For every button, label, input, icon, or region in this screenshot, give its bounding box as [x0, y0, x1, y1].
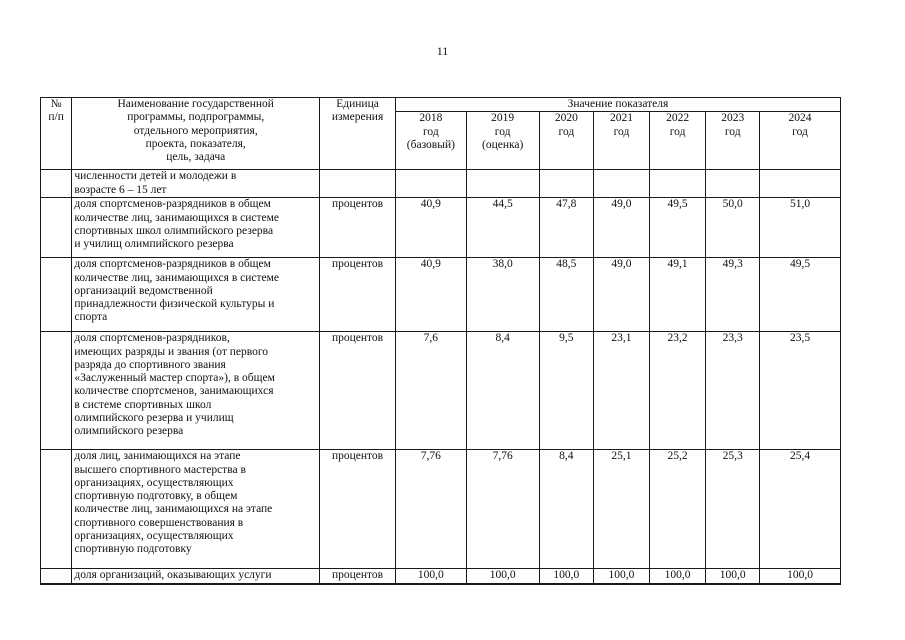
row-num [41, 170, 72, 198]
row-num [41, 258, 72, 332]
row-value: 100,0 [594, 569, 650, 584]
row-value: 23,2 [649, 332, 706, 450]
row-value: 100,0 [539, 569, 594, 584]
header-year-text: 2024 год [788, 112, 812, 138]
header-unit-text: Единица измерения [331, 98, 384, 124]
row-name: доля спортсменов-разрядников в общем количестве лиц, занимающихся в системе организаций ведомственной принадлежности физической культуры и спорта [72, 258, 320, 332]
row-value: 49,5 [760, 258, 841, 332]
row-value: 23,1 [594, 332, 650, 450]
header-name [72, 98, 320, 170]
row-value: 9,5 [539, 332, 594, 450]
row-unit: процентов [320, 332, 396, 450]
header-year-2023 [706, 112, 760, 170]
header-year-text: 2023 год [721, 112, 745, 138]
header-year-text: 2018 год (базовый) [406, 112, 455, 151]
row-value: 49,3 [706, 258, 760, 332]
row-value: 38,0 [466, 258, 539, 332]
row-value: 49,5 [649, 198, 706, 258]
header-num-text: № п/п [48, 98, 64, 124]
row-value: 40,9 [395, 198, 466, 258]
header-year-2018 [395, 112, 466, 170]
row-value: 7,6 [395, 332, 466, 450]
header-unit [320, 98, 396, 170]
row-value: 47,8 [539, 198, 594, 258]
header-year-2019 [466, 112, 539, 170]
table-row [41, 258, 841, 332]
row-value: 100,0 [466, 569, 539, 584]
header-year-text: 2021 год [609, 112, 633, 138]
row-value: 7,76 [395, 450, 466, 569]
header-year-text: 2019 год (оценка) [481, 112, 524, 151]
row-unit [320, 170, 396, 198]
row-num [41, 198, 72, 258]
row-value: 8,4 [466, 332, 539, 450]
header-name-text: Наименование государственной программы, подпрограммы, отдельного мероприятия, проекта, показателя, цель, задача [117, 98, 274, 164]
row-value: 48,5 [539, 258, 594, 332]
row-num [41, 450, 72, 569]
row-value [649, 170, 706, 198]
table-row [41, 332, 841, 450]
row-value: 100,0 [760, 569, 841, 584]
row-value: 49,0 [594, 258, 650, 332]
row-value: 49,0 [594, 198, 650, 258]
row-value: 50,0 [706, 198, 760, 258]
row-value: 25,2 [649, 450, 706, 569]
indicators-table [40, 97, 841, 585]
row-value: 25,4 [760, 450, 841, 569]
row-num [41, 332, 72, 450]
row-name: доля лиц, занимающихся на этапе высшего спортивного мастерства в организациях, осуществляющих спортивную подготовку, в общем количестве лиц, занимающихся на этапе спортивного совершенствования в организациях, осуществляющих спортивную подготовку [72, 450, 320, 569]
header-year-2024 [760, 112, 841, 170]
row-unit: процентов [320, 569, 396, 584]
row-unit: процентов [320, 258, 396, 332]
table-body [41, 170, 841, 584]
row-value: 23,5 [760, 332, 841, 450]
row-value: 100,0 [649, 569, 706, 584]
row-value: 25,1 [594, 450, 650, 569]
row-name: доля организаций, оказывающих услуги [72, 569, 320, 584]
row-name: численности детей и молодежи в возрасте 6 – 15 лет [72, 170, 320, 198]
row-name: доля спортсменов-разрядников в общем количестве лиц, занимающихся в системе спортивных школ олимпийского резерва и училищ олимпийского резерва [72, 198, 320, 258]
row-value: 100,0 [395, 569, 466, 584]
row-name: доля спортсменов-разрядников, имеющих разряды и звания (от первого разряда до спортивного звания «Заслуженный мастер спорта»), в общем количестве спортсменов, занимающихся в системе спортивных школ олимпийского резерва и училищ олимпийского резерва [72, 332, 320, 450]
header-year-2022 [649, 112, 706, 170]
table-row [41, 170, 841, 198]
row-value [539, 170, 594, 198]
row-value: 100,0 [706, 569, 760, 584]
table-row [41, 569, 841, 584]
header-year-2021 [594, 112, 650, 170]
row-value [594, 170, 650, 198]
row-value: 25,3 [706, 450, 760, 569]
row-value: 7,76 [466, 450, 539, 569]
header-values-group: Значение показателя [395, 98, 840, 112]
header-year-2020 [539, 112, 594, 170]
row-num [41, 569, 72, 584]
page-number: 11 [436, 44, 449, 58]
row-value [760, 170, 841, 198]
row-value [706, 170, 760, 198]
row-unit: процентов [320, 198, 396, 258]
row-value: 8,4 [539, 450, 594, 569]
row-value: 23,3 [706, 332, 760, 450]
header-year-text: 2022 год [666, 112, 690, 138]
header-num [41, 98, 72, 170]
row-value: 40,9 [395, 258, 466, 332]
table-row [41, 450, 841, 569]
row-value: 44,5 [466, 198, 539, 258]
header-year-text: 2020 год [554, 112, 578, 138]
row-value: 49,1 [649, 258, 706, 332]
row-value [466, 170, 539, 198]
row-unit: процентов [320, 450, 396, 569]
row-value [395, 170, 466, 198]
row-value: 51,0 [760, 198, 841, 258]
table-row [41, 198, 841, 258]
